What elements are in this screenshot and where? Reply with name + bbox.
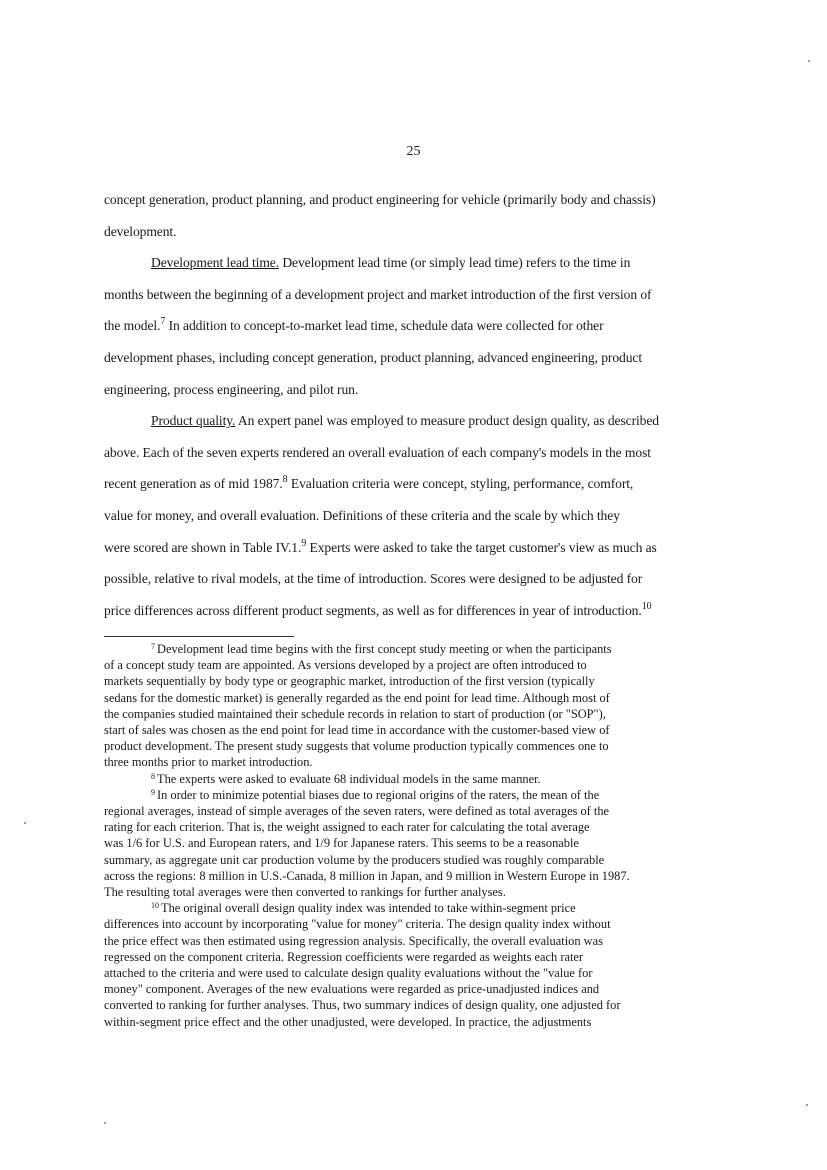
text-run: Experts were asked to take the target customer's view as much as	[306, 539, 657, 555]
text-run: Evaluation criteria were concept, styling, performance, comfort,	[287, 476, 634, 492]
footnote-mark: 10	[151, 901, 159, 911]
footnote-line: within-segment price effect and the other unadjusted, were developed. In practice, the adjustments	[104, 1014, 592, 1029]
footnote-line: differences into account by incorporating "value for money" criteria. The design quality index without	[104, 917, 611, 932]
footnotes	[104, 641, 730, 1030]
page-number: 25	[406, 144, 421, 159]
footnote-line	[104, 771, 730, 787]
text-run: An expert panel was employed to measure product design quality, as described	[235, 413, 660, 429]
scan-speck	[24, 822, 26, 824]
footnote-line: attached to the criteria and were used to calculate design quality evaluations without the "value for	[104, 966, 593, 981]
text-run: recent generation as of mid 1987.	[104, 476, 283, 492]
scan-speck	[808, 60, 810, 62]
text-run: were scored are shown in Table IV.1.	[104, 539, 302, 555]
text-line: concept generation, product planning, and product engineering for vehicle (primarily body and chassis)	[104, 192, 656, 207]
section-heading-product-quality: Product quality.	[151, 413, 236, 429]
section-heading-lead-time: Development lead time.	[151, 255, 280, 271]
footnote-line: The resulting total averages were then converted to rankings for further analyses.	[104, 885, 506, 900]
text-line: development phases, including concept generation, product planning, advanced engineering, product	[104, 349, 643, 365]
text-run: The experts were asked to evaluate 68 individual models in the same manner.	[157, 771, 541, 786]
text-run: Development lead time begins with the first concept study meeting or when the participants	[157, 642, 612, 656]
text-run: the model.	[104, 318, 161, 334]
footnote-line: sedans for the domestic market) is generally regarded as the end point for lead time. Although most of	[104, 690, 610, 705]
text-line	[104, 532, 724, 564]
footnote-mark: 8	[151, 771, 155, 781]
footnote-line: regressed on the component criteria. Regression coefficients were regarded as weights each rater	[104, 949, 584, 964]
footnote-ref-8: 8	[282, 474, 288, 486]
footnote-8	[104, 771, 730, 787]
text-run: In addition to concept-to-market lead time, schedule data were collected for other	[165, 318, 604, 334]
footnote-line: start of sales was chosen as the end point for lead time in accordance with the customer-based view of	[104, 723, 610, 738]
text-line: engineering, process engineering, and pilot run.	[104, 381, 359, 397]
footnote-line	[104, 787, 730, 803]
footnote-7	[104, 641, 730, 771]
text-line: development.	[104, 223, 177, 239]
text-run: The original overall design quality index was intended to take within-segment price	[161, 901, 576, 916]
text-line	[104, 468, 724, 500]
text-line: possible, relative to rival models, at the time of introduction. Scores were designed to be adjusted for	[104, 571, 643, 587]
text-line	[104, 595, 724, 627]
footnote-line: rating for each criterion. That is, the weight assigned to each rater for calculating the total average	[104, 820, 590, 835]
paragraph-product-quality	[104, 405, 724, 626]
text-run: In order to minimize potential biases due to regional origins of the raters, the mean of the	[157, 787, 600, 802]
footnote-line	[104, 641, 730, 657]
footnote-line	[104, 900, 730, 916]
footnote-separator	[104, 636, 294, 637]
footnote-line: markets sequentially by body type or geographic market, introduction of the first version (typically	[104, 674, 595, 689]
footnote-line: money" component. Averages of the new evaluations were regarded as price-unadjusted indices and	[104, 982, 600, 997]
footnote-10	[104, 900, 730, 1030]
scan-speck	[806, 1104, 808, 1106]
text-run: Development lead time (or simply lead time) refers to the time in	[279, 255, 631, 271]
footnote-line: was 1/6 for U.S. and European raters, and 1/9 for Japanese raters. This seems to be a reasonable	[104, 836, 579, 851]
footnote-line: three months prior to market introduction.	[104, 755, 313, 770]
footnote-line: the companies studied maintained their schedule records in relation to start of production (or "SOP"),	[104, 706, 606, 721]
paragraph-development-lead-time	[104, 247, 724, 405]
footnote-mark: 9	[151, 787, 155, 797]
footnote-line: converted to ranking for further analyses. Thus, two summary indices of design quality, one adjusted for	[104, 998, 621, 1013]
footnote-line: product development. The present study suggests that volume production typically commences one to	[104, 739, 609, 754]
body-text	[104, 184, 724, 626]
footnote-mark: 7	[151, 642, 155, 651]
text-line	[104, 405, 724, 437]
footnote-line: the price effect was then estimated using regression analysis. Specifically, the overall evaluation was	[104, 933, 603, 948]
text-run: price differences across different product segments, as well as for differences in year of introduction.	[104, 602, 642, 618]
footnote-ref-9: 9	[301, 537, 307, 549]
footnote-9	[104, 787, 730, 900]
footnote-line: regional averages, instead of simple averages of the seven raters, were defined as total averages of the	[104, 804, 610, 819]
footnote-ref-10: 10	[641, 600, 652, 612]
text-line: above. Each of the seven experts rendered an overall evaluation of each company's models in the most	[104, 444, 651, 460]
text-line	[104, 247, 724, 279]
footnote-line: summary, as aggregate unit car production volume by the producers studied was roughly comparable	[104, 852, 605, 867]
scan-speck	[104, 1122, 106, 1124]
text-line	[104, 310, 724, 342]
text-line: months between the beginning of a development project and market introduction of the first version of	[104, 286, 652, 302]
footnote-ref-7: 7	[160, 316, 166, 328]
footnote-line: across the regions: 8 million in U.S.-Canada, 8 million in Japan, and 9 million in Western Europe in 1987.	[104, 868, 630, 883]
text-line: value for money, and overall evaluation. Definitions of these criteria and the scale by which they	[104, 507, 620, 523]
footnote-line: of a concept study team are appointed. As versions developed by a project are often introduced to	[104, 658, 587, 673]
paragraph-1	[104, 184, 724, 247]
